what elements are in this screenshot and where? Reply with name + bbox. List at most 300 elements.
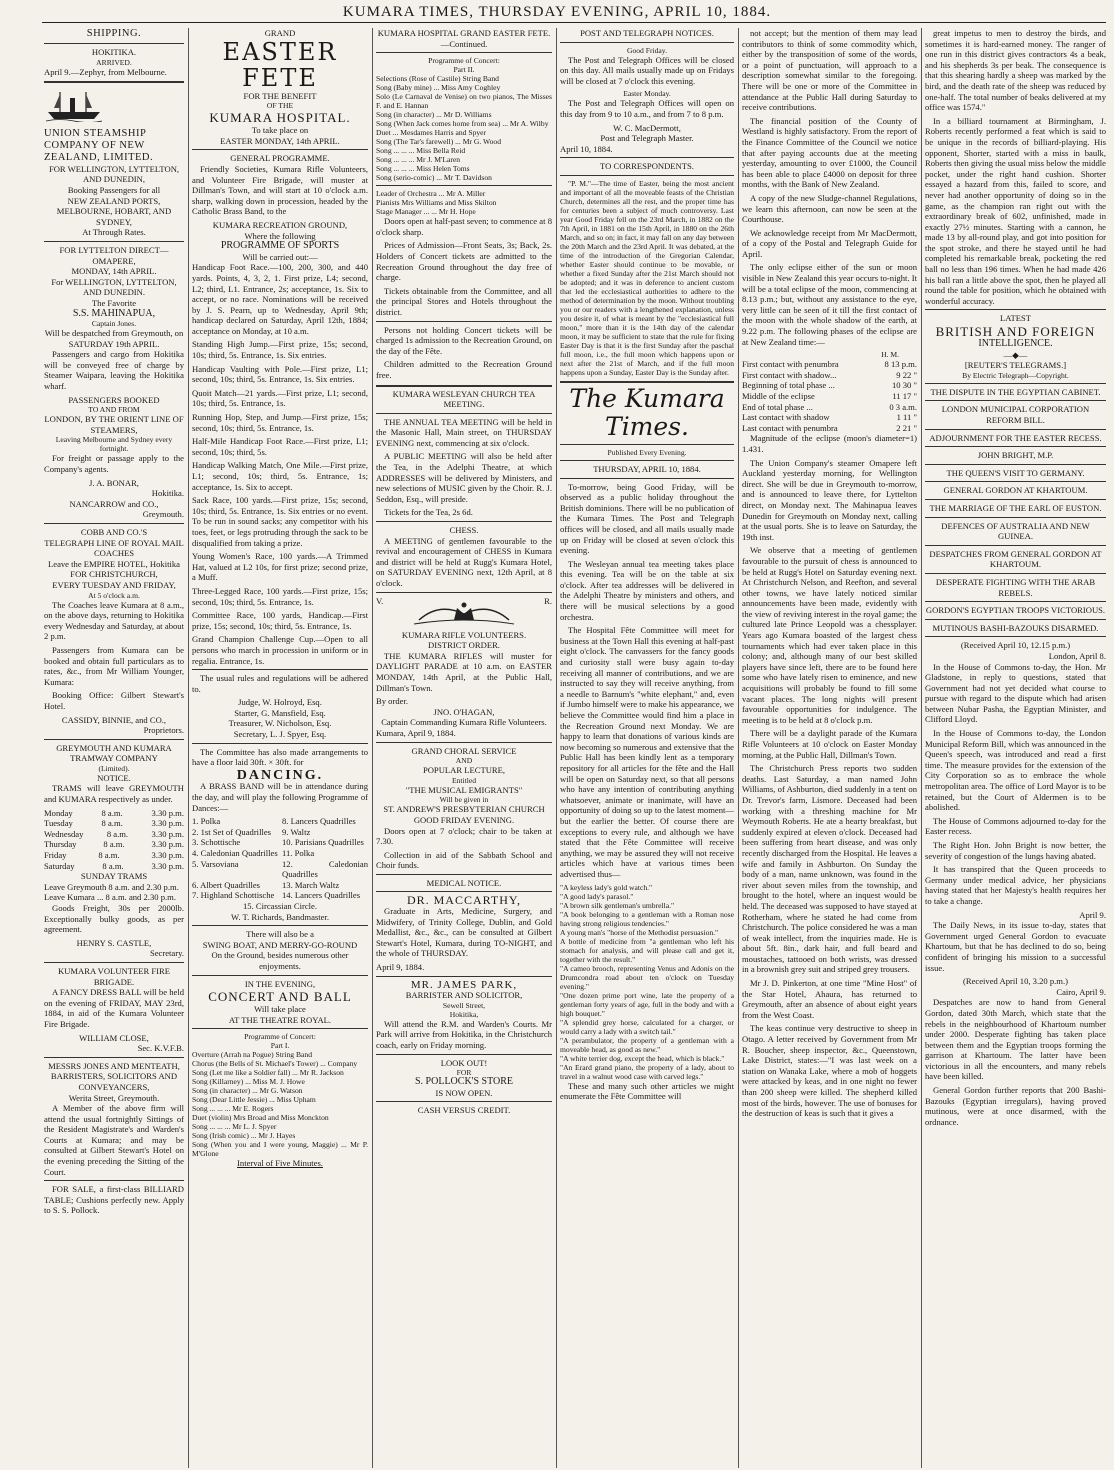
orchestra-staff-item: Leader of Orchestra ... Mr A. Miller	[376, 189, 486, 199]
news-paragraph: great impetus to men to destroy the birds, and sometimes it is hard-earned money. The ranger of one run in this district gives contractors 4s a beak, and his shepherds 3s per beak. The consequence is that this shearing hardly a sheep was marked by the bird, and the death rate of the sheep was reduced by one-half. The total number of beaks delivered at my office was 1574."	[925, 28, 1106, 113]
news-paragraph: In a billiard tournament at Birmingham, J. Roberts recently performed a feat which is said to be unique in the records of billiard-playing. His opponent, Shorter, started with a miss in baulk, Roberts then giving the usual miss below the middle pocket, under the right hand cushion. Shorter essayed a hazard from this, failed to score, and never had another opportunity of doing so in the game, as the champion ran right out with the extraordinary break of 602, unfinished, made in exactly 27½ minutes. Starting with a cannon, he made 13 by all-round play, and got into position for the spot stroke, and there he stayed until he had completed his remarkable break, pocketing the red ball no less than 196 times. When he had made 426 his ball ran a little above the spot, then he played all round the table for position, which he obtained with wonderful accuracy.	[925, 115, 1106, 306]
concert-item: Duet (violin) Mrs Broad and Miss Monckton	[192, 1113, 329, 1123]
captain: Captain Jones.	[91, 319, 137, 329]
sports-event: Sack Race, 100 yards.—First prize, 15s; second, 10s; third, 5s. Entrance, 1s. Six entries or no event. To be run in sound sacks; any competitor with his toes, feet, or legs protruding through the sack to be disqualified from taking a prize.	[192, 495, 368, 548]
union-ports: NEW ZEALAND PORTS, MELBOURNE, HOBART, AND SYDNEY,	[56, 195, 172, 227]
correspondents-body: "P. M."—The time of Easter, being the most ancient and important of all the moveable feasts of the Christian Church, determines all the rest, and the proper time has for centuries been a subject of much controversy. Last year Good Friday fell on the 23rd March, in 1882 on the 7th April, in 1881 on the 15th April, in 1880 on the 26th March, and so on; in fact, it may fall on any day between the 20th March and the 23rd April. It was debated, at the time of the introduction of the Gregorian Calendar, whether Easter should continue to be movable, or whether a fixed Sunday after the 21st March should not be adopted; and it was in deference to ancient custom that led the ecclesiastical authorities to adhere to the method of determination by the moon. Without troubling you or our readers with a lengthened explanation, unless you desire it, of what is meant by the "ecclesiastical full moon," more than it is the 14th day of the calendar moon, it may be sufficient to state that the rule for fixing Easter Day is that it is the first Sunday after the paschal full moon, i.e., the full moon which happens upon or next after the 21st of March, and if the full moon happens upon a Sunday, Easter Day is the Sunday after.	[560, 178, 734, 377]
headline: THE QUEEN'S VISIT TO GERMANY.	[946, 467, 1085, 478]
eclipse-row	[742, 412, 917, 423]
news-paragraph: Mr J. D. Pinkerton, at one time "Mine Host" of the Star Hotel, Ahaura, has returned to Greymouth, after an absence of about eight years from the West Coast.	[742, 978, 917, 1020]
ohagan: JNO. O'HAGAN,	[433, 706, 495, 717]
daily-news: The Daily News, in its issue to-day, states that Government urged General Gordon to evacuate Khartoum, but that he has declined to do so, being confident of bringing his mission to a successful issue.	[925, 920, 1106, 973]
timetable-pm: 3.30 p.m.	[151, 807, 184, 818]
editorial-paragraph: To-morrow, being Good Friday, will be observed as a public holiday throughout the British dominions. There will be no publication of the Kumara Times. The Post and Telegraph offices will be closed, and all mails usually made up on Friday will be closed at seven o'clock this evening.	[560, 481, 734, 556]
news-paragraph: In the House of Commons to-day, the London Municipal Reform Bill, which was announced in the Queen's speech, was introduced and read a first time. The measure provides for the extension of the City Corporation so as to embrace the whole metropolitan area. The office of Lord Mayor is to be retained, but the Court of Aldermen is to be abolished.	[925, 728, 1106, 813]
advertised-item: "A keyless lady's gold watch."	[560, 882, 653, 892]
collection: Collection in aid of the Sabbath School and Choir funds.	[376, 849, 552, 871]
sports-events	[192, 262, 368, 666]
rifle-volunteers: KUMARA RIFLE VOLUNTEERS.	[401, 629, 527, 640]
dance-item: 8. Lancers Quadrilles	[282, 816, 356, 827]
maccarthy-date: April 9, 1884.	[376, 962, 425, 973]
children-note: Children admitted to the Recreation Ground free.	[376, 359, 552, 380]
concert-programme-heading: Programme of Concert:	[244, 1032, 316, 1042]
headline: THE MARRIAGE OF THE EARL OF EUSTON.	[929, 502, 1102, 513]
presbyterian-church: ST. ANDREW'S PRESBYTERIAN CHURCH	[383, 804, 545, 815]
agent-name: J. A. BONAR,	[89, 477, 139, 488]
headline: DESPATCHES FROM GENERAL GORDON AT KHARTOUM.	[929, 548, 1102, 570]
timetable-row	[44, 861, 184, 872]
dance-item: 5. Varsoviana	[192, 858, 239, 869]
sports-event: Standing High Jump.—First prize, 15s; second, 10s; third, 5s. Entrance, 1s. Six entries.	[192, 339, 368, 361]
sports-event: Handicap Walking Match, One Mile.—First prize, L1; second, 10s; third, 5s. Entrance, 1s; acceptance, 1s. Six to accept.	[192, 460, 368, 492]
concert-part-1-items	[192, 1050, 368, 1158]
british-foreign: BRITISH AND FOREIGN	[935, 324, 1096, 340]
doors-note: Doors open at half-past seven; to commence at 8 o'clock sharp.	[376, 216, 552, 237]
dance-programme	[192, 816, 368, 901]
dance-item: 12. Caledonian Quadrilles	[282, 858, 368, 880]
wesleyan-tickets: Tickets for the Tea, 2s 6d.	[384, 507, 473, 518]
news-paragraph: The Christchurch Press reports two sudden deaths. Last Saturday, a man named John Williams, of Ashburton, died suddenly in a tent on Dr. Trevor's farm, Lismore. Deceased had been working with a threshing machine for Mr Weymouth Roberts. He ate a hearty breakfast, but suddenly expired at eleven o'clock. Deceased had been suffering from heart disease, and was only recently discharged from the Hospital. He leaves a wife and family in Ashburton. On Sunday the body of a man, name unknown, was found in the river about seven miles from the township, and brought to the hotel, where an inquest would be held. The deceased was supposed to have stayed at Rotherham, where he stated he had come from Christchurch. The police considered he was a man of weak intellect, from the inquiries made. He is about 5ft. 8in., dark hair, and full beard and moustaches, tattooed on both wrists, was dressed in a brownish grey suit and striped grey trousers.	[742, 763, 917, 975]
concert-item: Song ... ... ... Mr E. Rogers	[192, 1104, 274, 1114]
dance-item: 1. Polka	[192, 816, 221, 827]
concert-item: Song (in character) ... Mr G. Watson	[192, 1086, 303, 1096]
concert-item: Song ... ... ... Miss Helen Toms	[376, 164, 470, 174]
headline-rule	[925, 400, 1106, 401]
general-programme: GENERAL PROGRAMME.	[230, 153, 330, 164]
leaving-note: Leaving Melbourne and Sydney every fortnight.	[55, 435, 173, 454]
column-5	[742, 28, 917, 1468]
concert-item: Song ... ... ... Mr J. M'Laren	[376, 155, 461, 165]
cobb-proprietors: CASSIDY, BINNIE, and CO.,	[61, 714, 167, 725]
booked-line: LONDON, BY THE ORIENT LINE OF STEAMERS,	[44, 414, 184, 435]
headlines	[925, 387, 1106, 638]
news-paragraph: The only eclipse either of the sun or moon visible in New Zealand this year occurs to-night. It will be a total eclipse of the moon, commencing at 8.13 p.m.; but, without any assistance to the eye, very little can be seen of it till the first contact of the moon with the whole shadow of the earth, at 9.22 p.m. The following phases of the eclipse are at New Zealand time:—	[742, 262, 917, 347]
secretary-name: HENRY S. CASTLE,	[76, 937, 152, 948]
benefit-line: FOR THE BENEFIT	[243, 90, 317, 101]
concert-item: Song (Let me like a Soldier fall) ... Mr R. Jackson	[192, 1068, 344, 1078]
good-friday-body: The Post and Telegraph Offices will be closed on this day. All mails usually made up on Fridays will be closed at 7 o'clock this evening.	[560, 54, 734, 86]
part-1: Part I.	[270, 1041, 290, 1051]
masthead: KUMARA TIMES, THURSDAY EVENING, APRIL 10, 1884.	[342, 4, 772, 20]
for-label: FOR	[456, 1068, 472, 1078]
headline: JOHN BRIGHT, M.P.	[977, 450, 1054, 461]
advertised-item: A young man's "horse of the Methodist persuasion."	[560, 927, 719, 937]
ground-note: On the Ground, besides numerous other enjoyments.	[211, 950, 349, 971]
timetable-pm: 3.30 p.m.	[151, 828, 184, 839]
look-out: LOOK OUT!	[440, 1057, 488, 1068]
now-open: IS NOW OPEN.	[435, 1087, 493, 1098]
concert-item: Song (When you and I were young, Maggie) ... Mr P. M'Glone	[192, 1140, 368, 1159]
park-address: Sewell Street,	[442, 1000, 486, 1010]
concert-item: Song (Baby mine) ... Miss Amy Coghley	[376, 83, 501, 93]
ohagan-role: Captain Commanding Kumara Rifle Volunteers.	[381, 717, 547, 728]
official: Starter, G. Mansfield, Esq.	[234, 707, 326, 718]
sports-event: Quoit Match—21 yards.—First prize, L1; second, 10s; third, 5s. Entrance, 1s.	[192, 387, 368, 409]
freight-note: For freight or passage apply to the Company's agents.	[44, 453, 184, 475]
headline-rule	[925, 481, 1106, 482]
booked-heading: PASSENGERS BOOKED	[68, 394, 160, 405]
sports-event: Handicap Vaulting with Pole.—First prize, L1; second, 10s; third, 5s. Entrance, 1s. Six entries.	[192, 363, 368, 385]
jones-heading: MESSRS JONES AND MENTEATH,	[48, 1060, 180, 1071]
sports-event: Committee Race, 100 yards, Handicap.—First prize, 15s; second, 10s; third, 5s. Entrance, 1s.	[192, 610, 368, 631]
timetable-pm: 3.30 p.m.	[151, 850, 184, 861]
paper-date: THURSDAY, APRIL 10, 1884.	[593, 463, 701, 474]
advertised-item: "A white terrier dog, except the head, which is black."	[560, 1053, 725, 1063]
concert-item: Song ... ... ... Mr L. J. Spyer	[192, 1122, 277, 1132]
park-role: BARRISTER AND SOLICITOR,	[405, 990, 523, 1001]
grand-label: GRAND	[264, 28, 296, 38]
news-paragraph: We observe that a meeting of gentlemen favourable to the pursuit of chess is announced to be held at Rugg's Hotel on Saturday evening next. At Christchurch Nelson, and Reefton, and several other towns, we have lately noticed similar announcements have been made, evidently with the view of reviving interest in the royal game; the cultured late Prince Leopold was a chessplayer. Years ago Kumara boasted of the largest chess tournaments which had ever taken place in this colony; and, although many of our best skilled players have since left, there are to be found here some who have lately risen to eminence, and new acquisitions will probably be found to fill some vacant places. The long nights will present favourable opportunities for indulgence. The meeting is to be held at 8 o'clock p.m.	[742, 545, 917, 725]
macdermott: W. C. MacDermott,	[613, 122, 681, 133]
part-2: Part II.	[453, 65, 475, 75]
news-paragraph: The keas continue very destructive to sheep in Otago. A letter received by Government from Mr R. Boucher, sheep inspector, &c., Queenstown, Lake District, states:—"I was last week on a station on Wanaka Lake, where a mob of hoggets were attacked by keas, and in one night no fewer than 200 sheep were killed. The shepherd killed most of the birds, however. The use of bonuses for the destruction of keas is such that it gives a	[742, 1023, 917, 1119]
district-order: DISTRICT ORDER.	[428, 640, 500, 651]
advertised-item: A bottle of medicine from "a gentleman who left his stomach for analysis, and will please call and get it, together with the result."	[560, 936, 734, 964]
eclipse-hm: H. M.	[881, 350, 899, 360]
sports-heading: PROGRAMME OF SPORTS	[220, 240, 340, 252]
despatched: Will be despatched from Greymouth, on	[44, 328, 184, 339]
park-town: Hokitika,	[449, 1009, 479, 1019]
news-paragraph: In the House of Commons to-day, the Hon. Mr Gladstone, in reply to questions, stated that Government had not yet decided what course to pursue with regard to the dispute which had arisen between Nubar Pasha, the Egyptian Minister, and Clifford Lloyd.	[925, 661, 1106, 725]
entitled: Entitled	[451, 775, 477, 785]
agent-town: Hokitika.	[151, 488, 184, 499]
wesleyan-body-2: A PUBLIC MEETING will also be held after the Tea, in the Adelphi Theatre, at which ADDRESSES will be delivered by Ministers, and new selections of MUSIC given by the Choir. R. J. Seddon, Esq., will preside.	[376, 451, 552, 504]
rifles-body: THE KUMARA RIFLES will muster for DAYLIGHT PARADE at 10 a.m. on EASTER MONDAY, 14th April, at the Public Hall, Dillman's Town.	[376, 650, 552, 693]
advertised-item: "A brown silk gentleman's umbrella."	[560, 900, 675, 910]
timetable-row	[44, 808, 184, 819]
concert-item: Song ... ... ... Miss Bella Reid	[376, 146, 466, 156]
advertised-item: "A book belonging to a gentleman with a Roman nose having strong religious tendencies."	[560, 909, 734, 928]
concert-part-2-items	[376, 74, 552, 182]
dance-item: 10. Parisians Quadrilles	[282, 837, 364, 848]
monday-date: MONDAY, 14th APRIL.	[71, 266, 157, 277]
timetable-am: 8 a.m.	[103, 839, 125, 850]
concert-item: Selections (Rose of Castile) String Band	[376, 74, 499, 84]
headline: GENERAL GORDON AT KHARTOUM.	[943, 485, 1088, 496]
news-paragraph: There will be a daylight parade of the Kumara Rifle Volunteers at 10 o'clock on Easter Monday morning, at the Public Hall, Dillman's Town.	[742, 728, 917, 760]
london-news	[925, 662, 1106, 907]
tram-title: GREYMOUTH AND KUMARA TRAMWAY COMPANY	[56, 742, 172, 764]
eclipse-phase: Last contact with shadow	[742, 412, 830, 423]
post-telegraph-heading: POST AND TELEGRAPH NOTICES.	[580, 28, 714, 38]
choral-heading: GRAND CHORAL SERVICE	[411, 745, 517, 756]
concert-item: Song (Dear Little Jessie) ... Miss Upham	[192, 1095, 316, 1105]
union-rates: At Through Rates.	[82, 227, 146, 238]
eclipse-time: 0 3 a.m.	[889, 401, 917, 412]
divider-diamond-icon: —◆—	[1003, 349, 1028, 360]
cobb-body: The Coaches leave Kumara at 8 a.m., on the above days, returning to Hokitika every Wednesday and Saturday, at about 2 p.m.	[44, 599, 184, 642]
headline-rule	[925, 636, 1106, 637]
sports-event: Handicap Foot Race.—100, 200, 300, and 440 yards. Points, 4, 3, 2, 1. First prize, L4; second, L2; third, L1. Entrance, 2s; acceptance, 1s. Six to accept, or no race. Nominations will be received by J. S. Pearn, up to Wednesday, April 9th; handicap declared on Saturday, April 12th, 1884; acceptance on Monday, at 10 a.m.	[192, 262, 368, 336]
concert-item: Overture (Arrah na Pogue) String Band	[192, 1050, 312, 1060]
concert-item: Song (Killarney) ... Miss M. J. Howe	[192, 1077, 305, 1087]
saturday-date: SATURDAY 19th APRIL.	[68, 338, 160, 349]
editorial-closing: These and many such other articles we might enumerate the Fête Committee will	[560, 1080, 734, 1102]
advertised-item: "An Erard grand piano, the property of a lady, about to travel in a walnut wood case with carved legs."	[560, 1062, 734, 1081]
notice-heading: NOTICE.	[97, 772, 131, 783]
eclipse-time: 8 13 p.m.	[884, 359, 917, 370]
cobb-leave: Leave the EMPIRE HOTEL, Hokitika FOR CHRISTCHURCH,	[48, 558, 180, 580]
musical-emigrants: "THE MUSICAL EMIGRANTS"	[405, 784, 523, 795]
recreation-ground: KUMARA RECREATION GROUND,	[212, 219, 348, 230]
editorial-paragraph: The Hospital Fête Committee will meet for business at the Town Hall this evening at half-past eight o'clock. The canvassers for the fancy goods and curiosity stall were busy again to-day receiving all manner of contributions, and we are instructed to say they will receive anything, from a needle to Barnum's "white elephant," and, even if Jumbo himself were to make his appearance, we believe the Committee would find him a place in the Recreation Ground next Monday. We are happy to learn that donations of various kinds are now becoming so numerous and extensive that the Public Hall has been kindly lent as a temporary repository for all articles for the fête and the Hall will be open on Saturday next, so that all persons who have any intention of contributing anything whatsoever, animate or inanimate, will have an opportunity of doing so up to the latest moment—but the earlier the better. Of course there are exceptions to every rule, and although we have stated that the Fête Committee will receive anything, we may be assured they will not receive articles which have at various times been advertised thus—	[560, 625, 734, 879]
received-1: (Received April 10, 12.15 p.m.)	[960, 640, 1071, 651]
also-line: There will also be a	[246, 929, 314, 940]
advertised-item: "A splendid grey horse, calculated for a charger, or would carry a lady with a switch tail."	[560, 1017, 734, 1036]
orchestra-staff	[376, 189, 552, 216]
agent2-town: Greymouth.	[142, 509, 184, 520]
cairo-news	[925, 997, 1106, 1127]
jones-body: A Member of the above firm will attend the usual fortnightly Sittings of the Resident Magistrate's and Warden's Courts at Kumara; and may be consulted at Gilbert Stewart's Hotel on the evening preceding the Sitting of the Court.	[44, 1103, 184, 1177]
paper-title: The Kumara Times.	[569, 383, 725, 441]
concert-item: Song (serio-comic) ... Mr T. Davidson	[376, 173, 492, 183]
eclipse-phase: First contact with penumbra	[742, 359, 839, 370]
concert-item: Song (in character) ... Mr D. Williams	[376, 110, 492, 120]
local-news	[742, 28, 917, 347]
sunday-line-2: Leave Kumara ... 8 a.m. and 2.30 p.m.	[44, 892, 176, 903]
editorial-paragraph: The Wesleyan annual tea meeting takes place this evening. Tea will be on the table at six o'clock. After tea addresses will be delivered in the Adelphi Theatre by ministers and others, and there will be musical selections by a good orchestra.	[560, 558, 734, 622]
news-paragraph: We acknowledge receipt from Mr MacDermott, of a copy of the Postal and Telegraph Guide for April.	[742, 227, 917, 259]
continued-heading: KUMARA HOSPITAL GRAND EASTER FETE.—Continued.	[377, 28, 551, 49]
hospital-title: KUMARA HOSPITAL.	[209, 110, 351, 126]
news-paragraph: It has transpired that the Queen proceeds to Germany under medical advice, her physicians having stated that her Majesty's health requires her to take a change.	[925, 864, 1106, 906]
where-following: Where the following	[244, 230, 316, 241]
eclipse-magnitude: Magnitude of the eclipse (moon's diameter=1) 1.431.	[742, 433, 917, 454]
hokitika-heading: HOKITIKA.	[91, 47, 137, 57]
timetable-day: Monday	[44, 807, 73, 818]
cobb-heading: COBB AND CO.'S	[80, 527, 148, 537]
and-label: AND	[455, 756, 473, 766]
headline: THE DISPUTE IN THE EGYPTIAN CABINET.	[930, 386, 1101, 397]
maccarthy-name: DR. MACCARTHY,	[406, 893, 522, 908]
intelligence: INTELLIGENCE.	[978, 338, 1053, 350]
timetable-day: Friday	[44, 850, 67, 861]
ship-name: S.S. MAHINAPUA,	[72, 307, 156, 319]
popular-lecture: POPULAR LECTURE,	[422, 765, 506, 776]
pollock-store: S. POLLOCK'S STORE	[414, 1076, 514, 1088]
news-paragraph: not accept; but the mention of them may lead contributors to think of some commodity which, either by the transposition of some of the words, or a point of punctuation, will approach to a description somewhat similar to the foregoing. There will be one or more of the Committee in attendance at the Public Hall during Saturday to receive contributions.	[742, 28, 917, 113]
concert-item: Song (Irish comic) ... Mr J. Hayes	[192, 1131, 296, 1141]
headline: GORDON'S EGYPTIAN TROOPS VICTORIOUS.	[925, 605, 1106, 616]
fire-body: A FANCY DRESS BALL will be held on the evening of FRIDAY, MAY 23rd, 1884, in aid of the Kumara Volunteer Fire Brigade.	[44, 987, 184, 1029]
theatre-royal: AT THE THEATRE ROYAL.	[228, 1014, 332, 1025]
fete-date: EASTER MONDAY, 14th APRIL.	[220, 135, 340, 146]
headline-rule	[925, 545, 1106, 546]
sunday-heading: SUNDAY TRAMS	[80, 871, 148, 882]
eclipse-row	[742, 380, 917, 391]
chess-heading: CHESS.	[449, 525, 479, 536]
maccarthy-body: Graduate in Arts, Medicine, Surgery, and Midwifery, of Trinity College, Dublin, and Gold Medallist, &c., &c., can be consulted at Gilbert Stewart's Hotel, Kumara, during TO-NIGHT, and the whole of THURSDAY.	[376, 906, 552, 959]
take-place: To take place on	[251, 125, 309, 136]
editorial	[560, 482, 734, 880]
arrived-label: ARRIVED.	[96, 57, 132, 67]
fire-sign: WILLIAM CLOSE,	[79, 1032, 149, 1043]
volunteer-emblem-row	[376, 596, 552, 630]
headline-rule	[925, 499, 1106, 500]
crown-emblem-icon	[409, 598, 519, 628]
eclipse-time: 2 21 "	[896, 422, 917, 433]
officials-list	[192, 697, 368, 739]
carried-out: Will be carried out:—	[242, 251, 318, 262]
sports-event: Young Women's Race, 100 yards.—A Trimmed Hat, valued at L2 10s, for first prize; second prize, a Muff.	[192, 551, 368, 583]
fire-heading: KUMARA VOLUNTEER FIRE BRIGADE.	[57, 965, 171, 987]
advertised-item: "A cameo brooch, representing Venus and Adonis on the Drumcondra road about ten o'clock on Tuesday evening."	[560, 963, 734, 991]
dance-item: 6. Albert Quadrilles	[192, 879, 261, 890]
cobb-proprietors-role: Proprietors.	[143, 725, 184, 736]
timetable-day: Saturday	[44, 860, 75, 871]
timetable-row	[44, 829, 184, 840]
goods-freight: Goods Freight, 30s per 2000lb. Exceptionally bulky goods, as per agreement.	[44, 903, 184, 935]
official: Judge, W. Holroyd, Esq.	[238, 697, 322, 708]
headline-rule	[925, 429, 1106, 430]
advertised-item: "A perambulator, the property of a gentleman with a moveable head, as good as new."	[560, 1035, 734, 1054]
timetable-row	[44, 818, 184, 829]
news-paragraph: The House of Commons adjourned to-day for the Easter recess.	[925, 815, 1106, 837]
column-4	[560, 28, 734, 1468]
dance-item: 11. Polka	[282, 848, 315, 858]
electric-telegraph: By Electric Telegraph—Copyright.	[962, 370, 1069, 380]
wesleyan-heading: KUMARA WESLEYAN CHURCH TEA MEETING.	[392, 388, 536, 410]
eclipse-row	[742, 391, 917, 402]
headline: MUTINOUS BASHI-BAZOUKS DISARMED.	[932, 622, 1099, 633]
headline-rule	[925, 619, 1106, 620]
doors-chair: Doors open at 7 o'clock; chair to be taken at 7.30.	[376, 825, 552, 847]
eclipse-time: 11 17 "	[892, 391, 917, 401]
column-6	[925, 28, 1106, 1468]
take-place-2: Will take place	[254, 1004, 306, 1015]
booked-sub: TO AND FROM	[88, 405, 140, 415]
timetable-pm: 3.30 p.m.	[151, 860, 184, 871]
timetable-day: Thursday	[44, 839, 77, 850]
jones-sub: BARRISTERS, SOLICITORS AND CONVEYANCERS,	[50, 1071, 178, 1092]
official: Secretary, L. J. Spyer, Esq.	[233, 729, 327, 740]
advertised-items	[560, 883, 734, 1081]
rifles-date: Kumara, April 9, 1884.	[376, 727, 456, 738]
timetable-pm: 3.30 p.m.	[151, 818, 184, 829]
eclipse-phase: First contact with shadow...	[742, 369, 837, 380]
headline: DESPERATE FIGHTING WITH THE ARAB REBELS.	[935, 576, 1096, 598]
rules-note: The usual rules and regulations will be adhered to.	[192, 673, 368, 694]
eclipse-phase: Last contact with penumbra	[742, 422, 838, 433]
column-3	[376, 28, 552, 1468]
cairo-dateline: Cairo, April 9.	[1056, 986, 1106, 997]
concert-programme-heading-2: Programme of Concert:	[428, 56, 500, 66]
timetable-am: 8 a.m.	[106, 828, 129, 839]
eclipse-time: 10 30 "	[892, 380, 917, 391]
lyttelton-direct: FOR LYTTELTON DIRECT—OMAPERE,	[59, 244, 169, 266]
sports-event: Half-Mile Handicap Foot Race.—First prize, L1; second, 10s; third, 5s.	[192, 436, 368, 457]
dancing-title: DANCING.	[236, 767, 324, 783]
easter-monday-body: The Post and Telegraph Offices will open on this day from 9 to 10 a.m., and from 7 to 8 p.m.	[560, 98, 734, 119]
cobb-office: Booking Office: Gilbert Stewart's Hotel.	[44, 690, 184, 711]
masthead-rule	[42, 22, 1106, 23]
wesleyan-body: THE ANNUAL TEA MEETING will be held in the Masonic Hall, Main street, on THURSDAY EVENING next, commencing at six o'clock.	[376, 416, 552, 448]
dance-item: 7. Highland Schottische	[192, 890, 275, 901]
steamship-icon	[44, 88, 104, 122]
concert-item: Solo (Le Carnaval de Venise) on two pianos, The Misses F. and E. Hannan	[376, 92, 552, 111]
column-rule	[738, 28, 739, 1468]
reuters: [REUTER'S TELEGRAMS.]	[964, 360, 1067, 371]
union-for: FOR WELLINGTON, LYTTELTON, AND DUNEDIN,	[48, 163, 180, 185]
column-1	[44, 28, 184, 1468]
headline-rule	[925, 446, 1106, 447]
news-paragraph: The Union Company's steamer Omapere left Auckland yesterday morning, for Wellington direct. She will be due in Greymouth to-morrow, and is announced to leave there, for Lyttelton direct, on Monday next. The Mahinapua leaves Dunedin for Greymouth on Monday next, calling at the usual ports. She is to leave on Saturday, the 19th inst.	[742, 457, 917, 542]
news-paragraph: Despatches are now to hand from General Gordon, dated 30th March, which state that the rebels in the neighbourhood of Khartoum number under 2000. Desperate fighting has taken place between them and the Egyptian troops forming the garrison at Khartoum. The latter have been victorious in all the encounters, and many rebels have been killed.	[925, 997, 1106, 1082]
good-friday: Good Friday.	[626, 45, 667, 55]
general-programme-body: Friendly Societies, Kumara Rifle Volunteers, and Volunteer Fire Brigade, will muster at Dillman's Town, and will start at 10 o'clock a.m. sharp, walking down in procession, headed by the Catholic Brass Band, to the	[192, 163, 368, 217]
agent2-name: NANCARROW and CO.,	[69, 498, 159, 509]
timetable-row	[44, 850, 184, 861]
concert-ball-title: CONCERT AND BALL	[208, 989, 352, 1005]
timetable-am: 8 a.m.	[101, 818, 123, 829]
news-paragraph: A copy of the new Sludge-channel Regulations, we learn this afternoon, can now be seen at the Courthouse.	[742, 192, 917, 225]
cargo-notice: Passengers and cargo from Hokitika will be conveyed free of charge by Steamer Waipara, leaving the Hokitika wharf.	[44, 349, 184, 392]
advertised-item: "A good lady's parasol."	[560, 891, 634, 901]
concert-item: Duet ... Mesdames Harris and Spyer	[376, 128, 487, 138]
circassian: 15. Circassian Circle.	[243, 900, 317, 911]
column-rule	[556, 28, 557, 1468]
favorite-label: The Favorite	[91, 297, 137, 308]
billiard-sale: FOR SALE, a first-class BILLIARD TABLE; Cushions perfectly new. Apply to S. S. Pollock.	[44, 1184, 184, 1216]
sunday-line-1: Leave Greymouth 8 a.m. and 2.30 p.m.	[44, 881, 179, 892]
headline-rule	[925, 573, 1106, 574]
interval: Interval of Five Minutes.	[237, 1158, 323, 1169]
cobb-days: EVERY TUESDAY AND FRIDAY,	[52, 579, 176, 590]
of-the: OF THE	[266, 101, 294, 111]
wld-line: For WELLINGTON, LYTTELTON, AND DUNEDIN.	[51, 276, 177, 298]
fire-role: Sec. K.V.F.B.	[137, 1043, 184, 1054]
sports-event: Grand Champion Challenge Cup.—Open to all persons who march in procession in uniform or in regalia. Entrance, 1s.	[192, 634, 368, 666]
concert-item: Song (The Tar's farewell) ... Mr G. Wood	[376, 137, 502, 147]
eclipse-row	[742, 423, 917, 434]
swing-boat: SWING BOAT, AND MERRY-GO-ROUND	[202, 939, 358, 950]
easter-fete-title: EASTER FETE	[222, 37, 338, 92]
easter-monday: Easter Monday.	[623, 89, 671, 99]
band-note: A BRASS BAND will be in attendance during the day, and will play the following Programme of Dances:—	[192, 781, 368, 813]
tram-timetable	[44, 808, 184, 872]
timetable-am: 8 a.m.	[102, 860, 124, 871]
eclipse-time: 9 22 "	[896, 369, 917, 380]
prices-note: Prices of Admission—Front Seats, 3s; Back, 2s. Holders of Concert tickets are admitted to the Recreation Ground throughout the day free of charge.	[376, 240, 552, 283]
dance-item: 13. March Waltz	[282, 879, 340, 890]
timetable-am: 8 a.m.	[98, 850, 120, 861]
headline-rule	[925, 517, 1106, 518]
dance-item: 4. Caledonian Quadrilles	[192, 848, 278, 858]
dance-item: 2. 1st Set of Quadrilles	[192, 826, 272, 837]
evening-line: IN THE EVENING,	[244, 978, 316, 989]
concert-item: Song (When Jack comes home from sea) ... Mr A. Wilby	[376, 119, 549, 129]
eclipse-time: 1 11 "	[896, 412, 917, 423]
eclipse-row	[742, 402, 917, 413]
orchestra-staff-item: Stage Manager ... ... Mr H. Hope	[376, 207, 476, 217]
concert-item: Chorus (the Bells of St. Michael's Tower) ... Company	[192, 1059, 358, 1069]
headline: ADJOURNMENT FOR THE EASTER RECESS.	[929, 432, 1102, 443]
medical-heading: MEDICAL NOTICE.	[426, 877, 502, 888]
news-paragraph: General Gordon further reports that 200 Bashi-Bazouks (Egyptian irregulars), having proved mutinous, were at once disarmed, with the ordnance.	[925, 1085, 1106, 1127]
local-news-2	[742, 458, 917, 1119]
london-dateline: London, April 8.	[1048, 650, 1106, 661]
park-body: Will attend the R.M. and Warden's Courts. Mr Park will arrive from Hokitika, in the Christchurch coach, early on Friday morning.	[376, 1018, 552, 1050]
cobb-body-2: Passengers from Kumara can be booked and obtain full particulars as to rates, &c., from Mr William Younger, Kumara:	[44, 644, 184, 687]
timetable-day: Tuesday	[44, 818, 73, 829]
orchestra-staff-item: Pianists Mrs Williams and Miss Skilton	[376, 198, 497, 208]
headline: DEFENCES OF AUSTRALIA AND NEW GUINEA.	[941, 520, 1090, 542]
park-name: MR. JAMES PARK,	[410, 978, 518, 991]
timetable-day: Wednesday	[44, 828, 84, 839]
timetable-am: 8 a.m.	[101, 807, 123, 818]
pt-date: April 10, 1884.	[560, 143, 613, 154]
column-rule	[372, 28, 373, 1468]
